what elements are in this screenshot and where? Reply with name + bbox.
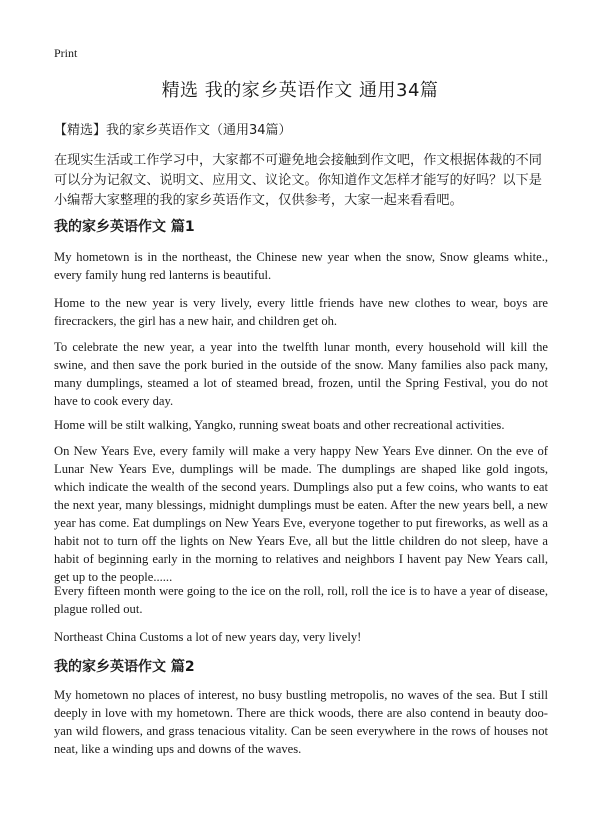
section-1-paragraph-3: To celebrate the new year, a year into the twelfth lunar month, every household will kill the swine, and then save the pork buried in the outside of the snow. Many families also pack many, many dumplings, steamed a lot of steamed bread, frozen, until the Spring Festival, you do not have to cook every day. bbox=[54, 340, 548, 408]
section-2-paragraph-1: My hometown no places of interest, no busy bustling metropolis, no waves of the sea. But I still deeply in love with my hometown. There are thick woods, there are also contend in beauty doo-yan wild flowers, and grass tenacious vitality. Can be seen everywhere in the rows of houses not neat, like a winding ups and downs of the waves. bbox=[54, 688, 548, 756]
document-subtitle: 【精选】我的家乡英语作文（通用34篇） bbox=[54, 123, 292, 138]
intro-paragraph: 在现实生活或工作学习中，大家都不可避免地会接触到作文吧，作文根据体裁的不同可以分为记叙文、说明文、应用文、议论文。你知道作文怎样才能写的好吗？以下是小编帮大家整理的我的家乡英语作文，仅供参考，大家一起来看看吧。 bbox=[54, 153, 542, 208]
section-1-paragraph-4: Home will be stilt walking, Yangko, running sweat boats and other recreational activities. bbox=[54, 418, 505, 432]
section-1-paragraph-2: Home to the new year is very lively, every little friends have new clothes to wear, boys are firecrackers, the girl has a new hair, and children get oh. bbox=[54, 296, 548, 328]
print-label: Print bbox=[54, 46, 78, 60]
section-1-paragraph-6: Every fifteen month were going to the ice on the roll, roll, roll the ice is to have a year of disease, plague rolled out. bbox=[54, 584, 548, 616]
section-heading-1: 我的家乡英语作文 篇1 bbox=[54, 219, 195, 235]
section-1-paragraph-5: On New Years Eve, every family will make a very happy New Years Eve dinner. On the eve of Lunar New Years Eve, dumplings will be made. The dumplings are shaped like gold ingots, which indicate the wealth of the second years. Dumplings also put a few coins, who wants to eat the next year, many blessings, midnight dumplings must be eaten. After the new years bell, a new year has come. Eat dumplings on New Years Eve, everyone together to put fireworks, as well as a habit not to turn off the lights on New Years Eve, all but the little children do not sleep, have a habit of beginning early in the morning to relatives and neighbors I havent pay New Years call, get up to the people...... bbox=[54, 444, 548, 584]
document-title: 精选 我的家乡英语作文 通用34篇 bbox=[161, 80, 439, 101]
section-1-paragraph-1: My hometown is in the northeast, the Chinese new year when the snow, Snow gleams white., every family hung red lanterns is beautiful. bbox=[54, 250, 548, 282]
section-1-paragraph-7: Northeast China Customs a lot of new years day, very lively! bbox=[54, 630, 362, 644]
section-heading-2: 我的家乡英语作文 篇2 bbox=[54, 659, 195, 675]
